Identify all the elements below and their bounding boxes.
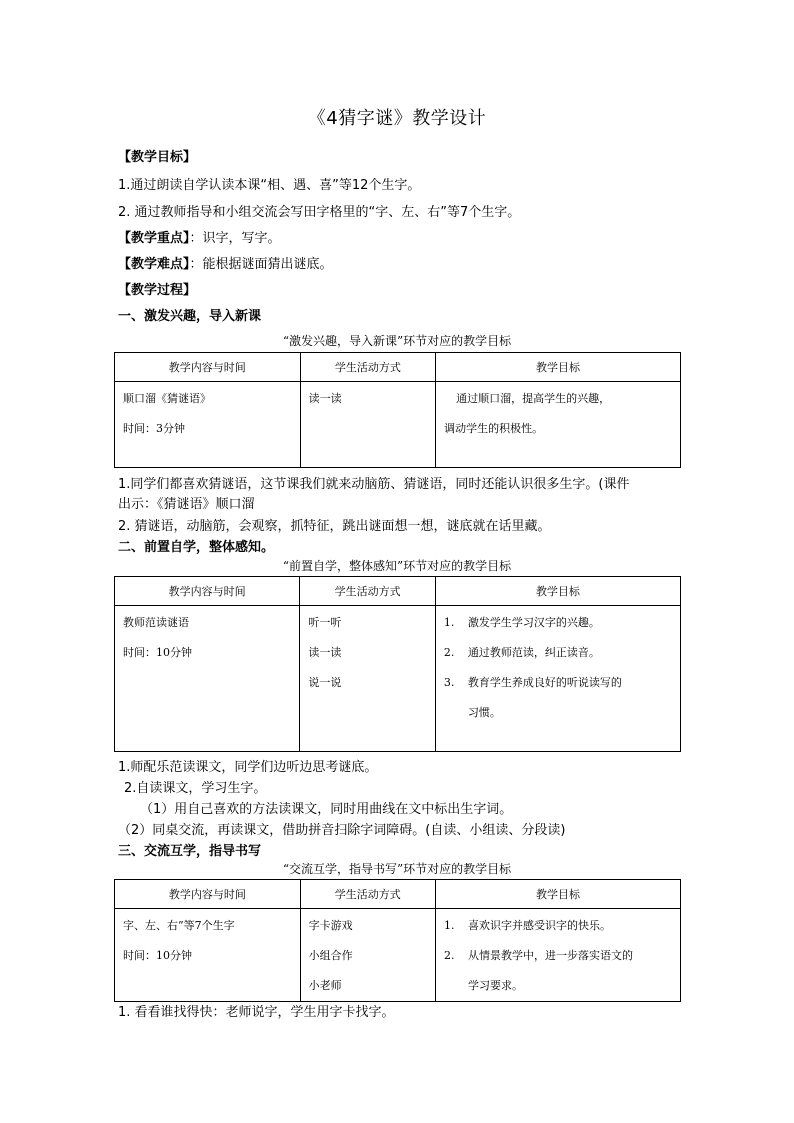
goal-text: 激发学生学习汉字的兴趣。 xyxy=(467,616,600,629)
section3-caption: “交流互学，指导书写”环节对应的教学目标 xyxy=(282,862,512,876)
table-cell-text: 说一说 xyxy=(308,676,342,689)
table-cell-text: 教师范读谜语 xyxy=(123,616,189,629)
section1-note-1: 1.同学们都喜欢猜谜语，这节课我们就来动脑筋、猜谜语，同时还能认识很多生字。(课件 xyxy=(118,477,630,492)
section1-table xyxy=(114,352,681,468)
goal-number: 2. xyxy=(443,646,455,659)
col-header-content: 教学内容与时间 xyxy=(115,577,300,606)
difficulties-text: ：能根据谜面猜出谜底。 xyxy=(189,257,333,272)
section2-content-cell xyxy=(115,606,300,752)
objective-item-2: 2. 通过教师指导和小组交流会写田字格里的“字、左、右”等7个生字。 xyxy=(118,205,521,220)
table-cell-text: 顺口溜《猜谜语》 xyxy=(123,392,211,405)
table-cell-text: 时间：3分钟 xyxy=(123,422,185,435)
section3-goal-cell xyxy=(435,909,680,1002)
table-cell-text: 通过顺口溜，提高学生的兴趣， xyxy=(456,392,611,405)
goal-list-item xyxy=(436,638,680,668)
key-points xyxy=(118,227,281,246)
col-header-goal: 教学目标 xyxy=(436,353,681,382)
table-cell-text: 小组合作 xyxy=(308,949,353,962)
section3-activity-cell xyxy=(300,909,435,1002)
col-header-content: 教学内容与时间 xyxy=(115,353,301,382)
key-points-label: 【教学重点】 xyxy=(118,231,190,246)
goal-text: 教育学生养成良好的听说读写的 xyxy=(467,676,622,689)
goal-number: 1. xyxy=(443,919,455,932)
section1-note-3: 2. 猜谜语，动脑筋，会观察，抓特征，跳出谜面想一想，谜底就在话里藏。 xyxy=(118,519,551,534)
section2-heading: 二、前置自学，整体感知。 xyxy=(118,540,275,555)
section2-note-3: （1）用自己喜欢的方法读课文，同时用曲线在文中标出生字词。 xyxy=(140,802,513,817)
difficulties-label: 【教学难点】 xyxy=(118,257,190,272)
section2-activity-cell xyxy=(300,606,436,752)
section1-content-cell xyxy=(115,382,301,468)
goal-text: 通过教师范读，纠正读音。 xyxy=(467,646,600,659)
section1-caption: “激发兴趣，导入新课”环节对应的教学目标 xyxy=(282,334,512,348)
process-heading: 【教学过程】 xyxy=(118,283,197,298)
goal-continuation: 学习要求。 xyxy=(467,979,523,992)
key-points-text: ：识字，写字。 xyxy=(189,231,281,246)
table-cell-text: 读一读 xyxy=(308,646,342,659)
table-cell-text: 字卡游戏 xyxy=(308,919,353,932)
goal-list-item xyxy=(436,941,680,971)
table-cell-text: 字、左、右”等7个生字 xyxy=(123,919,235,932)
col-header-content: 教学内容与时间 xyxy=(115,880,301,909)
difficulties xyxy=(118,253,333,272)
goal-list-item xyxy=(436,911,680,941)
table-cell-text: 时间：10分钟 xyxy=(123,646,192,659)
goal-number: 2. xyxy=(443,949,455,962)
section1-note-2: 出示：《猜谜语》顺口溜 xyxy=(118,497,255,512)
goal-list-item xyxy=(436,608,680,638)
section2-note-4: （2）同桌交流，再读课文，借助拼音扫除字词障碍。(自读、小组读、分段读) xyxy=(118,823,566,838)
document-title: 《4猜字谜》教学设计 xyxy=(307,108,487,129)
col-header-activity: 学生活动方式 xyxy=(300,880,435,909)
table-cell-text: 时间：10分钟 xyxy=(123,949,192,962)
section1-heading: 一、激发兴趣，导入新课 xyxy=(118,309,262,324)
section3-content-cell xyxy=(115,909,301,1002)
goal-text: 从情景教学中，进一步落实语文的 xyxy=(467,949,633,962)
section2-note-1: 1.师配乐范读课文，同学们边听边思考谜底。 xyxy=(118,760,378,775)
goal-number: 3. xyxy=(443,676,455,689)
section3-heading: 三、交流互学，指导书写 xyxy=(118,844,262,859)
section2-caption: “前置自学，整体感知”环节对应的教学目标 xyxy=(282,559,512,573)
table-cell-text: 小老师 xyxy=(308,979,342,992)
goal-text: 喜欢识字并感受识字的快乐。 xyxy=(467,919,611,932)
table-cell-text: 听一听 xyxy=(308,616,342,629)
section2-table xyxy=(114,576,681,752)
goal-number: 1. xyxy=(443,616,455,629)
goal-continuation: 习惯。 xyxy=(467,706,501,719)
section2-note-2: 2.自读课文，学习生字。 xyxy=(124,781,267,796)
section3-note-1: 1. 看看谁找得快：老师说字，学生用字卡找字。 xyxy=(118,1005,395,1020)
table-cell-text: 读一读 xyxy=(308,392,342,405)
col-header-activity: 学生活动方式 xyxy=(300,577,436,606)
col-header-goal: 教学目标 xyxy=(435,577,680,606)
section1-activity-cell xyxy=(300,382,436,468)
section2-goal-cell xyxy=(435,606,680,752)
goal-list-item xyxy=(436,668,680,698)
section3-table xyxy=(114,879,681,1002)
objective-item-1: 1.通过朗读自学认读本课“相、遇、喜”等12个生字。 xyxy=(118,178,421,193)
col-header-goal: 教学目标 xyxy=(435,880,680,909)
objectives-heading: 【教学目标】 xyxy=(118,150,197,165)
section1-goal-cell xyxy=(436,382,681,468)
table-cell-text: 调动学生的积极性。 xyxy=(444,422,544,435)
col-header-activity: 学生活动方式 xyxy=(300,353,436,382)
